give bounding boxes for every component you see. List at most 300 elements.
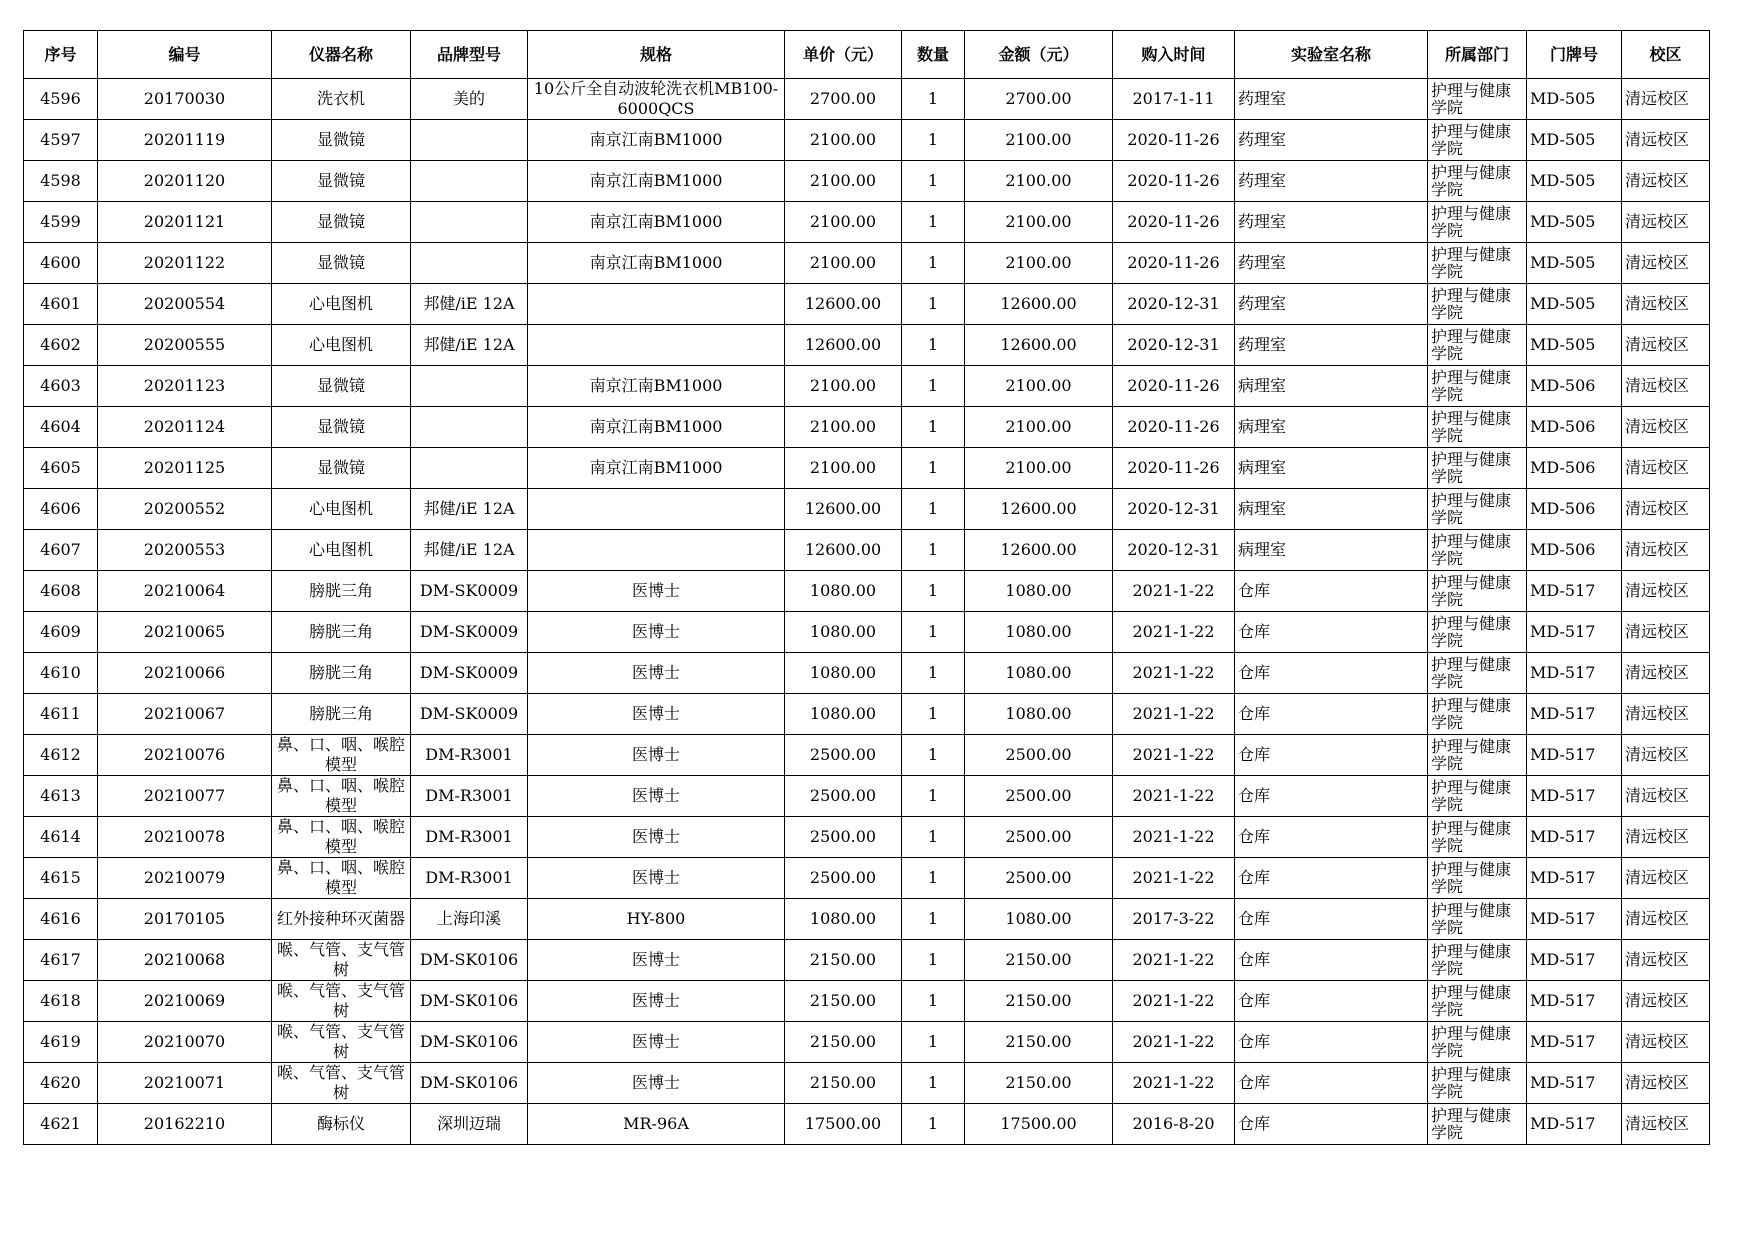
cell-instrument — [272, 407, 411, 448]
cell-unit-price — [785, 407, 902, 448]
cell-text: DM-R3001 — [425, 745, 513, 764]
cell-brand-model — [411, 1104, 528, 1145]
cell-amount — [965, 694, 1113, 735]
cell-department — [1428, 612, 1527, 653]
cell-text: 护理与健康学院 — [1431, 1107, 1512, 1141]
cell-lab — [1235, 694, 1428, 735]
cell-amount — [965, 325, 1113, 366]
table-body — [24, 79, 1710, 1145]
cell-campus — [1622, 940, 1710, 981]
cell-quantity — [902, 735, 965, 776]
cell-text: 2017-3-22 — [1132, 909, 1215, 928]
cell-room — [1527, 981, 1622, 1022]
cell-instrument — [272, 79, 411, 120]
cell-brand-model — [411, 243, 528, 284]
cell-text: 护理与健康学院 — [1431, 205, 1512, 239]
cell-unit-price — [785, 817, 902, 858]
cell-text: 仓库 — [1238, 663, 1271, 682]
cell-text: 1 — [927, 89, 939, 108]
cell-code — [98, 694, 272, 735]
cell-text: 4605 — [40, 458, 81, 477]
cell-spec — [528, 202, 785, 243]
cell-campus — [1622, 653, 1710, 694]
cell-text: DM-SK0106 — [419, 1032, 519, 1051]
cell-spec — [528, 366, 785, 407]
cell-text: 4613 — [40, 786, 81, 805]
cell-brand-model — [411, 694, 528, 735]
cell-text: 2021-1-22 — [1132, 868, 1215, 887]
cell-quantity — [902, 530, 965, 571]
cell-department — [1428, 1022, 1527, 1063]
cell-text: 清远校区 — [1625, 581, 1690, 600]
cell-spec — [528, 653, 785, 694]
cell-room — [1527, 653, 1622, 694]
cell-quantity — [902, 817, 965, 858]
cell-text: 2017-1-11 — [1132, 89, 1215, 108]
cell-text: 2150.00 — [809, 991, 877, 1010]
cell-purchase-date — [1113, 817, 1235, 858]
cell-room — [1527, 694, 1622, 735]
cell-campus — [1622, 243, 1710, 284]
cell-text: 喉、气管、支气管树 — [276, 981, 405, 1020]
cell-code — [98, 489, 272, 530]
cell-lab — [1235, 776, 1428, 817]
cell-unit-price — [785, 202, 902, 243]
cell-text: 2100.00 — [809, 212, 877, 231]
cell-text: MD-517 — [1530, 1073, 1596, 1092]
cell-text: 20210079 — [143, 868, 226, 887]
cell-department — [1428, 776, 1527, 817]
cell-text: 20210068 — [143, 950, 226, 969]
cell-text: 仓库 — [1238, 581, 1271, 600]
cell-amount — [965, 284, 1113, 325]
cell-text: 20170030 — [143, 89, 226, 108]
cell-text: 2100.00 — [1005, 376, 1072, 395]
cell-text: 1 — [927, 786, 939, 805]
cell-instrument — [272, 202, 411, 243]
cell-text: 酶标仪 — [316, 1114, 365, 1133]
cell-spec — [528, 981, 785, 1022]
cell-text: 4610 — [40, 663, 81, 682]
cell-code — [98, 981, 272, 1022]
cell-text: 20210066 — [143, 663, 226, 682]
cell-text: 仓库 — [1238, 704, 1271, 723]
cell-code — [98, 243, 272, 284]
cell-brand-model — [411, 940, 528, 981]
cell-text: 鼻、口、咽、喉腔模型 — [276, 817, 405, 856]
cell-campus — [1622, 694, 1710, 735]
cell-purchase-date — [1113, 202, 1235, 243]
equipment-table — [23, 30, 1710, 1145]
cell-campus — [1622, 161, 1710, 202]
cell-text: 病理室 — [1238, 458, 1287, 477]
cell-text: DM-R3001 — [425, 827, 513, 846]
cell-quantity — [902, 284, 965, 325]
cell-text: 2150.00 — [1005, 1032, 1072, 1051]
cell-text: DM-SK0009 — [419, 581, 519, 600]
cell-quantity — [902, 325, 965, 366]
cell-text: 2021-1-22 — [1132, 622, 1215, 641]
cell-text: 20201121 — [143, 212, 226, 231]
cell-text: 护理与健康学院 — [1431, 246, 1512, 280]
cell-text: 2100.00 — [809, 253, 877, 272]
cell-text: 医博士 — [631, 991, 680, 1010]
cell-text: 12600.00 — [1000, 499, 1077, 518]
cell-campus — [1622, 858, 1710, 899]
cell-text: MD-517 — [1530, 1032, 1596, 1051]
cell-text: 2100.00 — [809, 376, 877, 395]
cell-spec — [528, 161, 785, 202]
cell-index — [24, 161, 98, 202]
cell-index — [24, 981, 98, 1022]
cell-text: 邦健/iE 12A — [423, 499, 515, 518]
cell-lab — [1235, 1104, 1428, 1145]
cell-code — [98, 202, 272, 243]
cell-text: 洗衣机 — [316, 89, 365, 108]
cell-code — [98, 79, 272, 120]
cell-text: 南京江南BM1000 — [589, 376, 723, 395]
cell-quantity — [902, 776, 965, 817]
cell-text: 护理与健康学院 — [1431, 943, 1512, 977]
cell-spec — [528, 448, 785, 489]
cell-unit-price — [785, 571, 902, 612]
cell-lab — [1235, 530, 1428, 571]
cell-text: 2021-1-22 — [1132, 581, 1215, 600]
cell-text: 2020-11-26 — [1127, 417, 1220, 436]
cell-quantity — [902, 120, 965, 161]
cell-text: 20200553 — [143, 540, 226, 559]
cell-index — [24, 694, 98, 735]
cell-amount — [965, 243, 1113, 284]
header-col-spec: 规格 — [528, 31, 785, 79]
cell-quantity — [902, 1022, 965, 1063]
cell-room — [1527, 899, 1622, 940]
cell-instrument — [272, 530, 411, 571]
table-row — [24, 571, 1710, 612]
cell-quantity — [902, 899, 965, 940]
cell-unit-price — [785, 858, 902, 899]
cell-text: 清远校区 — [1625, 622, 1690, 641]
cell-code — [98, 776, 272, 817]
cell-room — [1527, 735, 1622, 776]
cell-index — [24, 120, 98, 161]
cell-campus — [1622, 1104, 1710, 1145]
cell-department — [1428, 694, 1527, 735]
cell-amount — [965, 981, 1113, 1022]
cell-brand-model — [411, 325, 528, 366]
cell-text: 1 — [927, 458, 939, 477]
cell-department — [1428, 284, 1527, 325]
cell-text: 1 — [927, 663, 939, 682]
cell-text: 显微镜 — [316, 417, 365, 436]
cell-text: 2021-1-22 — [1132, 663, 1215, 682]
cell-text: 医博士 — [631, 704, 680, 723]
cell-instrument — [272, 981, 411, 1022]
header-col-brand-model: 品牌型号 — [411, 31, 528, 79]
cell-text: 护理与健康学院 — [1431, 738, 1512, 772]
cell-unit-price — [785, 981, 902, 1022]
cell-text: 1080.00 — [1005, 581, 1072, 600]
cell-text: 喉、气管、支气管树 — [276, 1022, 405, 1061]
cell-text: 2020-11-26 — [1127, 253, 1220, 272]
cell-text: 显微镜 — [316, 376, 365, 395]
cell-campus — [1622, 571, 1710, 612]
cell-text: 病理室 — [1238, 376, 1287, 395]
cell-unit-price — [785, 366, 902, 407]
cell-text: MD-505 — [1530, 212, 1596, 231]
cell-amount — [965, 530, 1113, 571]
cell-lab — [1235, 325, 1428, 366]
cell-room — [1527, 407, 1622, 448]
cell-text: 南京江南BM1000 — [589, 417, 723, 436]
cell-amount — [965, 489, 1113, 530]
cell-text: 1 — [927, 704, 939, 723]
cell-unit-price — [785, 940, 902, 981]
cell-unit-price — [785, 1104, 902, 1145]
header-col-unit-price: 单价（元） — [785, 31, 902, 79]
cell-room — [1527, 858, 1622, 899]
cell-amount — [965, 612, 1113, 653]
cell-text: 2020-11-26 — [1127, 376, 1220, 395]
cell-text: 病理室 — [1238, 499, 1287, 518]
cell-purchase-date — [1113, 448, 1235, 489]
cell-text: MD-506 — [1530, 417, 1596, 436]
cell-text: 12600.00 — [1000, 335, 1077, 354]
cell-unit-price — [785, 161, 902, 202]
cell-lab — [1235, 858, 1428, 899]
cell-text: 仓库 — [1238, 745, 1271, 764]
table-row — [24, 940, 1710, 981]
table-row — [24, 1022, 1710, 1063]
table-row — [24, 407, 1710, 448]
table-row — [24, 899, 1710, 940]
cell-text: 1 — [927, 1114, 939, 1133]
cell-purchase-date — [1113, 981, 1235, 1022]
header-col-code: 编号 — [98, 31, 272, 79]
cell-spec — [528, 612, 785, 653]
cell-spec — [528, 940, 785, 981]
cell-text: MD-505 — [1530, 253, 1596, 272]
cell-campus — [1622, 899, 1710, 940]
cell-department — [1428, 489, 1527, 530]
cell-text: 显微镜 — [316, 171, 365, 190]
header-col-instrument: 仪器名称 — [272, 31, 411, 79]
cell-text: 1080.00 — [1005, 622, 1072, 641]
cell-code — [98, 1022, 272, 1063]
cell-text: 护理与健康学院 — [1431, 779, 1512, 813]
cell-text: 1 — [927, 622, 939, 641]
cell-amount — [965, 1022, 1113, 1063]
cell-quantity — [902, 940, 965, 981]
cell-text: MD-506 — [1530, 540, 1596, 559]
cell-brand-model — [411, 858, 528, 899]
cell-amount — [965, 79, 1113, 120]
cell-department — [1428, 79, 1527, 120]
cell-text: 2100.00 — [1005, 417, 1072, 436]
cell-text: 鼻、口、咽、喉腔模型 — [276, 776, 405, 815]
cell-index — [24, 284, 98, 325]
cell-text: 清远校区 — [1625, 130, 1690, 149]
cell-unit-price — [785, 1063, 902, 1104]
cell-text: 2020-11-26 — [1127, 130, 1220, 149]
cell-text: 2100.00 — [1005, 253, 1072, 272]
cell-text: 清远校区 — [1625, 458, 1690, 477]
cell-lab — [1235, 489, 1428, 530]
cell-room — [1527, 202, 1622, 243]
cell-text: 2500.00 — [809, 745, 877, 764]
cell-brand-model — [411, 653, 528, 694]
cell-text: 南京江南BM1000 — [589, 253, 723, 272]
cell-text: MD-506 — [1530, 458, 1596, 477]
cell-text: 心电图机 — [308, 499, 373, 518]
cell-amount — [965, 735, 1113, 776]
cell-lab — [1235, 735, 1428, 776]
cell-text: 2020-12-31 — [1127, 499, 1220, 518]
cell-text: 清远校区 — [1625, 1032, 1690, 1051]
cell-text: 17500.00 — [804, 1114, 882, 1133]
cell-text: 1 — [927, 745, 939, 764]
table-row — [24, 776, 1710, 817]
cell-text: 20210078 — [143, 827, 226, 846]
cell-text: MD-506 — [1530, 376, 1596, 395]
cell-lab — [1235, 940, 1428, 981]
table-row — [24, 858, 1710, 899]
cell-text: DM-SK0009 — [419, 622, 519, 641]
cell-text: 药理室 — [1238, 89, 1287, 108]
cell-text: 邦健/iE 12A — [423, 540, 515, 559]
cell-text: 邦健/iE 12A — [423, 335, 515, 354]
cell-text: MD-517 — [1530, 1114, 1596, 1133]
cell-text: 4598 — [40, 171, 81, 190]
cell-text: 清远校区 — [1625, 991, 1690, 1010]
cell-purchase-date — [1113, 899, 1235, 940]
cell-index — [24, 735, 98, 776]
cell-text: 医博士 — [631, 745, 680, 764]
cell-text: 护理与健康学院 — [1431, 697, 1512, 731]
cell-text: 1 — [927, 253, 939, 272]
cell-text: 护理与健康学院 — [1431, 820, 1512, 854]
cell-text: 心电图机 — [308, 540, 373, 559]
cell-text: 1080.00 — [809, 909, 877, 928]
header-col-lab: 实验室名称 — [1235, 31, 1428, 79]
cell-campus — [1622, 366, 1710, 407]
cell-text: 4615 — [40, 868, 81, 887]
cell-campus — [1622, 530, 1710, 571]
cell-text: 2100.00 — [809, 417, 877, 436]
cell-lab — [1235, 243, 1428, 284]
cell-brand-model — [411, 448, 528, 489]
cell-lab — [1235, 899, 1428, 940]
cell-instrument — [272, 612, 411, 653]
cell-text: 1 — [927, 171, 939, 190]
cell-text: 1 — [927, 294, 939, 313]
cell-text: 清远校区 — [1625, 950, 1690, 969]
cell-text: 膀胱三角 — [308, 663, 373, 682]
cell-text: 2020-11-26 — [1127, 458, 1220, 477]
cell-amount — [965, 653, 1113, 694]
cell-text: 邦健/iE 12A — [423, 294, 515, 313]
cell-text: 护理与健康学院 — [1431, 615, 1512, 649]
cell-unit-price — [785, 1022, 902, 1063]
cell-text: 仓库 — [1238, 868, 1271, 887]
cell-text: 2021-1-22 — [1132, 1073, 1215, 1092]
cell-spec — [528, 694, 785, 735]
table-row — [24, 366, 1710, 407]
cell-text: DM-SK0106 — [419, 1073, 519, 1092]
cell-spec — [528, 407, 785, 448]
cell-text: 1 — [927, 376, 939, 395]
cell-text: 清远校区 — [1625, 540, 1690, 559]
cell-index — [24, 366, 98, 407]
cell-index — [24, 325, 98, 366]
cell-instrument — [272, 776, 411, 817]
cell-spec — [528, 858, 785, 899]
cell-text: 20210065 — [143, 622, 226, 641]
cell-instrument — [272, 161, 411, 202]
cell-unit-price — [785, 776, 902, 817]
cell-room — [1527, 776, 1622, 817]
cell-instrument — [272, 899, 411, 940]
cell-purchase-date — [1113, 120, 1235, 161]
cell-room — [1527, 1104, 1622, 1145]
cell-department — [1428, 448, 1527, 489]
cell-instrument — [272, 858, 411, 899]
cell-text: 4599 — [40, 212, 81, 231]
cell-amount — [965, 940, 1113, 981]
cell-text: 2021-1-22 — [1132, 991, 1215, 1010]
cell-text: 显微镜 — [316, 130, 365, 149]
cell-quantity — [902, 243, 965, 284]
cell-code — [98, 735, 272, 776]
cell-text: 1080.00 — [809, 581, 877, 600]
cell-text: 药理室 — [1238, 335, 1287, 354]
cell-text: 20201122 — [143, 253, 226, 272]
cell-text: 南京江南BM1000 — [589, 458, 723, 477]
cell-text: 护理与健康学院 — [1431, 1066, 1512, 1100]
cell-text: 4612 — [40, 745, 81, 764]
cell-text: 17500.00 — [1000, 1114, 1077, 1133]
cell-code — [98, 1063, 272, 1104]
table-row — [24, 1063, 1710, 1104]
cell-text: 2020-12-31 — [1127, 540, 1220, 559]
cell-text: 2020-11-26 — [1127, 171, 1220, 190]
table-row — [24, 735, 1710, 776]
cell-spec — [528, 120, 785, 161]
cell-index — [24, 489, 98, 530]
cell-text: 1080.00 — [1005, 663, 1072, 682]
cell-unit-price — [785, 284, 902, 325]
cell-amount — [965, 899, 1113, 940]
cell-text: 鼻、口、咽、喉腔模型 — [276, 735, 405, 774]
cell-text: 2021-1-22 — [1132, 827, 1215, 846]
cell-purchase-date — [1113, 694, 1235, 735]
cell-brand-model — [411, 612, 528, 653]
cell-lab — [1235, 981, 1428, 1022]
cell-text: MR-96A — [623, 1114, 689, 1133]
cell-spec — [528, 899, 785, 940]
cell-text: 2020-11-26 — [1127, 212, 1220, 231]
cell-text: 药理室 — [1238, 130, 1287, 149]
cell-department — [1428, 407, 1527, 448]
cell-spec — [528, 325, 785, 366]
cell-index — [24, 243, 98, 284]
cell-text: 清远校区 — [1625, 376, 1690, 395]
cell-text: 4620 — [40, 1073, 81, 1092]
cell-campus — [1622, 120, 1710, 161]
cell-purchase-date — [1113, 284, 1235, 325]
cell-quantity — [902, 1063, 965, 1104]
cell-room — [1527, 120, 1622, 161]
